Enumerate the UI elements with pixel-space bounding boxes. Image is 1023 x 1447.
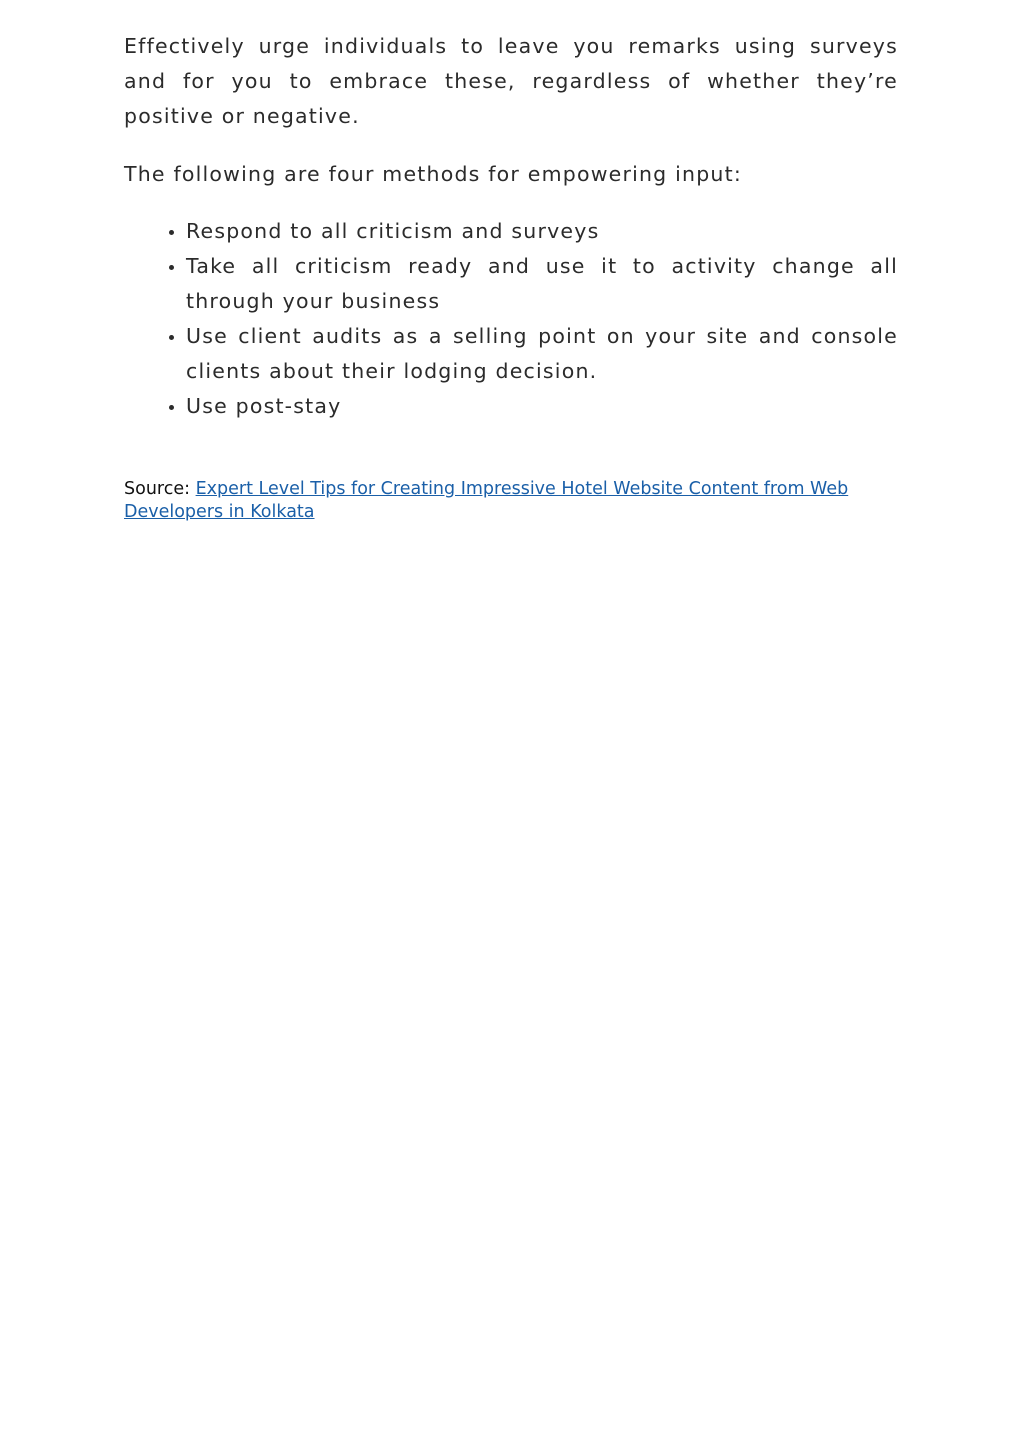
- list-item: • Use post-stay: [186, 389, 898, 424]
- intro-paragraph: Effectively urge individuals to leave you remarks using surveys and for you to embrace these, regardless of whether they’re positive or negative.: [124, 34, 898, 128]
- source-label: Source:: [124, 479, 191, 499]
- document-page: [124, 29, 898, 524]
- methods-intro-paragraph: The following are four methods for empowering input:: [124, 162, 742, 186]
- source-link[interactable]: Expert Level Tips for Creating Impressive Hotel Website Content from Web Developers in Kolkata: [124, 479, 849, 522]
- methods-list: [124, 214, 898, 424]
- source-line: [124, 478, 898, 524]
- list-item: • Use client audits as a selling point on your site and console clients about their lodging decision.: [186, 319, 898, 389]
- list-item: • Respond to all criticism and surveys: [186, 214, 898, 249]
- list-item: • Take all criticism ready and use it to activity change all through your business: [186, 249, 898, 319]
